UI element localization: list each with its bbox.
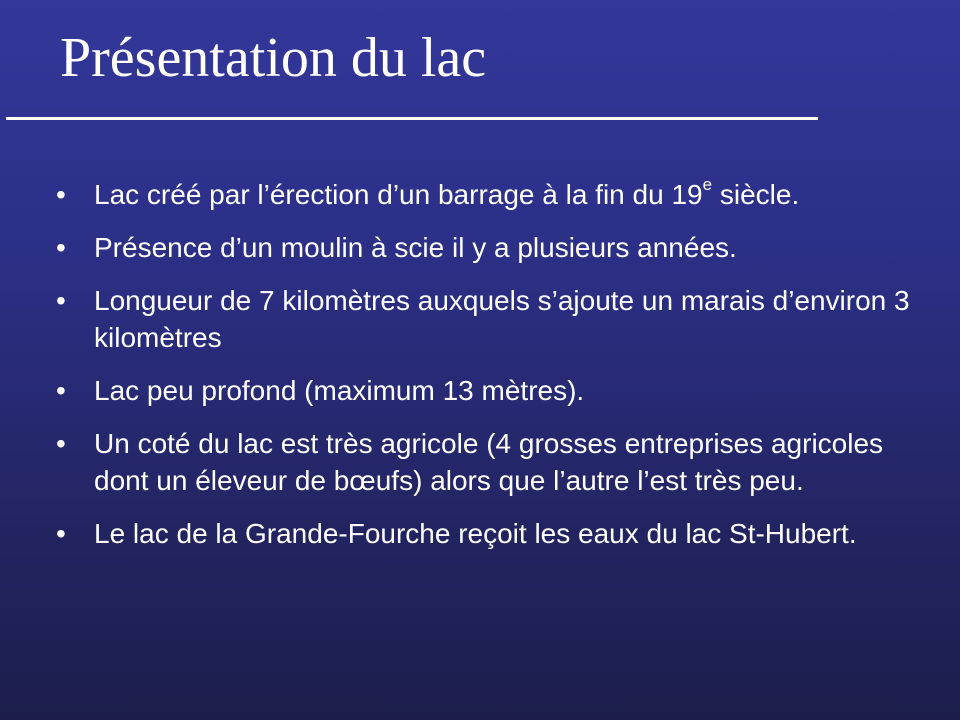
bullet-text: Le lac de la Grande-Fourche reçoit les eaux du lac St-Hubert. xyxy=(94,518,857,549)
bullet-item xyxy=(56,176,916,213)
bullet-text: Longueur de 7 kilomètres auxquels s’ajoute un marais d’environ 3 kilomètres xyxy=(94,285,910,353)
bullet-text: Lac créé par l’érection d’un barrage à la fin du 19e siècle. xyxy=(94,174,800,210)
bullet-text: Lac peu profond (maximum 13 mètres). xyxy=(94,375,585,406)
bullet-item xyxy=(56,425,916,499)
bullet-marker: • xyxy=(56,179,66,210)
slide-title: Présentation du lac xyxy=(60,27,487,89)
bullet-marker: • xyxy=(56,285,66,316)
title-underline xyxy=(6,117,818,120)
bullet-marker: • xyxy=(56,375,66,406)
superscript-e: e xyxy=(702,174,713,194)
bullet-marker: • xyxy=(56,518,66,549)
bullet-item xyxy=(56,229,916,266)
bullet-item xyxy=(56,372,916,409)
bullet-marker: • xyxy=(56,232,66,263)
bullet-item xyxy=(56,282,916,356)
bullet-text: Un coté du lac est très agricole (4 grosses entreprises agricoles dont un éleveur de bœufs) alors que l’autre l’est très peu. xyxy=(94,428,884,496)
bullet-marker: • xyxy=(56,428,66,459)
bullet-list xyxy=(56,176,916,568)
bullet-item xyxy=(56,515,916,552)
bullet-text: Présence d’un moulin à scie il y a plusieurs années. xyxy=(94,232,737,263)
